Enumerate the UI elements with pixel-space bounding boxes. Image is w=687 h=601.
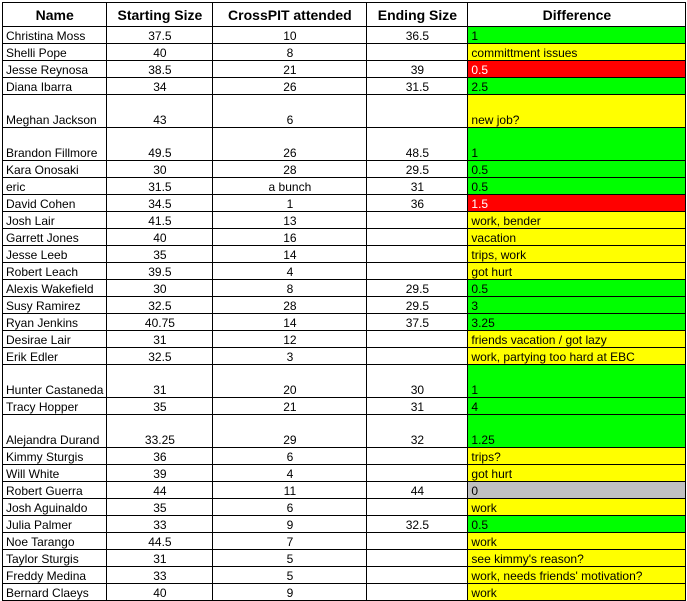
ending-size-cell: 48.5 [367, 128, 468, 161]
table-row [3, 550, 686, 567]
table-row [3, 314, 686, 331]
table-row [3, 61, 686, 78]
ending-size-cell [367, 465, 468, 482]
difference-cell: 4 [468, 398, 686, 415]
difference-cell: 0.5 [468, 161, 686, 178]
starting-size-cell: 30 [107, 161, 213, 178]
difference-cell: new job? [468, 95, 686, 128]
difference-cell: 1 [468, 365, 686, 398]
table-row [3, 95, 686, 128]
difference-cell: 0.5 [468, 61, 686, 78]
crosspit-attended-cell: 26 [213, 78, 367, 95]
starting-size-cell: 32.5 [107, 348, 213, 365]
crosspit-attended-cell: 21 [213, 398, 367, 415]
difference-cell: 1 [468, 128, 686, 161]
name-cell: Kara Onosaki [3, 161, 107, 178]
table-row [3, 567, 686, 584]
name-cell: Josh Lair [3, 212, 107, 229]
crosspit-attended-cell: 6 [213, 95, 367, 128]
table-row [3, 533, 686, 550]
table-row [3, 365, 686, 398]
ending-size-cell: 36 [367, 195, 468, 212]
difference-cell: see kimmy's reason? [468, 550, 686, 567]
difference-cell: got hurt [468, 465, 686, 482]
ending-size-cell [367, 567, 468, 584]
name-cell: Diana Ibarra [3, 78, 107, 95]
name-cell: Meghan Jackson [3, 95, 107, 128]
name-cell: Brandon Fillmore [3, 128, 107, 161]
crosspit-attended-cell: 26 [213, 128, 367, 161]
table-row [3, 348, 686, 365]
table-row [3, 499, 686, 516]
ending-size-cell [367, 584, 468, 601]
crosspit-attended-cell: 16 [213, 229, 367, 246]
starting-size-cell: 33 [107, 567, 213, 584]
difference-cell: 1.5 [468, 195, 686, 212]
difference-cell: 0.5 [468, 178, 686, 195]
table-row [3, 27, 686, 44]
table-row [3, 44, 686, 61]
crosspit-attended-cell: 28 [213, 297, 367, 314]
name-cell: Bernard Claeys [3, 584, 107, 601]
crosspit-attended-cell: 3 [213, 348, 367, 365]
table-row [3, 516, 686, 533]
name-cell: Kimmy Sturgis [3, 448, 107, 465]
starting-size-cell: 40 [107, 44, 213, 61]
starting-size-cell: 33 [107, 516, 213, 533]
crosspit-attended-cell: 20 [213, 365, 367, 398]
name-cell: Robert Guerra [3, 482, 107, 499]
name-cell: Christina Moss [3, 27, 107, 44]
starting-size-cell: 31 [107, 550, 213, 567]
difference-cell: 3 [468, 297, 686, 314]
crosspit-attended-cell: 6 [213, 499, 367, 516]
ending-size-cell [367, 348, 468, 365]
ending-size-cell: 29.5 [367, 297, 468, 314]
difference-cell: friends vacation / got lazy [468, 331, 686, 348]
table-row [3, 297, 686, 314]
starting-size-cell: 36 [107, 448, 213, 465]
crosspit-attended-cell: 8 [213, 280, 367, 297]
table-row [3, 78, 686, 95]
name-cell: Robert Leach [3, 263, 107, 280]
table-row [3, 331, 686, 348]
name-cell: David Cohen [3, 195, 107, 212]
crosspit-attended-cell: 4 [213, 263, 367, 280]
starting-size-cell: 40 [107, 229, 213, 246]
table-row [3, 448, 686, 465]
name-cell: Jesse Leeb [3, 246, 107, 263]
starting-size-cell: 40.75 [107, 314, 213, 331]
table-row [3, 128, 686, 161]
crosspit-attended-cell: 13 [213, 212, 367, 229]
ending-size-cell: 31 [367, 398, 468, 415]
name-cell: Ryan Jenkins [3, 314, 107, 331]
starting-size-cell: 38.5 [107, 61, 213, 78]
ending-size-cell [367, 229, 468, 246]
name-cell: Tracy Hopper [3, 398, 107, 415]
ending-size-cell [367, 246, 468, 263]
table-row [3, 465, 686, 482]
difference-cell: work [468, 499, 686, 516]
starting-size-cell: 40 [107, 584, 213, 601]
starting-size-column-header: Starting Size [107, 3, 213, 27]
name-column-header: Name [3, 3, 107, 27]
crosspit-attended-cell: 14 [213, 246, 367, 263]
difference-cell: 0.5 [468, 280, 686, 297]
starting-size-cell: 41.5 [107, 212, 213, 229]
difference-cell: 3.25 [468, 314, 686, 331]
starting-size-cell: 49.5 [107, 128, 213, 161]
name-cell: eric [3, 178, 107, 195]
starting-size-cell: 30 [107, 280, 213, 297]
table-body [3, 27, 686, 601]
ending-size-cell [367, 448, 468, 465]
difference-cell: work [468, 584, 686, 601]
name-cell: Jesse Reynosa [3, 61, 107, 78]
starting-size-cell: 39 [107, 465, 213, 482]
starting-size-cell: 33.25 [107, 415, 213, 448]
name-cell: Taylor Sturgis [3, 550, 107, 567]
name-cell: Susy Ramirez [3, 297, 107, 314]
table-row [3, 212, 686, 229]
ending-size-cell [367, 212, 468, 229]
starting-size-cell: 39.5 [107, 263, 213, 280]
starting-size-cell: 35 [107, 499, 213, 516]
table-row [3, 280, 686, 297]
ending-size-cell: 37.5 [367, 314, 468, 331]
crosspit-attended-cell: 5 [213, 550, 367, 567]
starting-size-cell: 31.5 [107, 178, 213, 195]
crosspit-attended-cell: 1 [213, 195, 367, 212]
name-cell: Josh Aguinaldo [3, 499, 107, 516]
ending-size-cell: 44 [367, 482, 468, 499]
crosspit-attended-cell: 28 [213, 161, 367, 178]
starting-size-cell: 35 [107, 398, 213, 415]
name-cell: Will White [3, 465, 107, 482]
crosspit-attended-cell: 6 [213, 448, 367, 465]
ending-size-cell [367, 550, 468, 567]
ending-size-cell: 29.5 [367, 161, 468, 178]
name-cell: Alexis Wakefield [3, 280, 107, 297]
ending-size-cell: 31 [367, 178, 468, 195]
table-row [3, 246, 686, 263]
table-row [3, 178, 686, 195]
crosspit-attended-cell: 9 [213, 584, 367, 601]
difference-cell: 0 [468, 482, 686, 499]
crosspit-attended-cell: 14 [213, 314, 367, 331]
starting-size-cell: 31 [107, 331, 213, 348]
starting-size-cell: 44.5 [107, 533, 213, 550]
ending-size-column-header: Ending Size [367, 3, 468, 27]
ending-size-cell: 36.5 [367, 27, 468, 44]
ending-size-cell [367, 44, 468, 61]
table-row [3, 482, 686, 499]
name-cell: Noe Tarango [3, 533, 107, 550]
name-cell: Hunter Castaneda [3, 365, 107, 398]
ending-size-cell [367, 331, 468, 348]
ending-size-cell [367, 95, 468, 128]
ending-size-cell [367, 263, 468, 280]
crosspit-attended-cell: 29 [213, 415, 367, 448]
difference-cell: 1.25 [468, 415, 686, 448]
starting-size-cell: 44 [107, 482, 213, 499]
table-row [3, 161, 686, 178]
table-row [3, 195, 686, 212]
table-row [3, 415, 686, 448]
ending-size-cell: 32.5 [367, 516, 468, 533]
crosspit-attended-cell: 5 [213, 567, 367, 584]
difference-cell: got hurt [468, 263, 686, 280]
starting-size-cell: 34.5 [107, 195, 213, 212]
crosspit-attended-column-header: CrossPIT attended [213, 3, 367, 27]
ending-size-cell [367, 533, 468, 550]
difference-cell: 0.5 [468, 516, 686, 533]
ending-size-cell: 29.5 [367, 280, 468, 297]
starting-size-cell: 37.5 [107, 27, 213, 44]
difference-cell: trips? [468, 448, 686, 465]
starting-size-cell: 34 [107, 78, 213, 95]
crosspit-attended-cell: 10 [213, 27, 367, 44]
difference-cell: trips, work [468, 246, 686, 263]
table-row [3, 584, 686, 601]
difference-cell: work, needs friends' motivation? [468, 567, 686, 584]
name-cell: Freddy Medina [3, 567, 107, 584]
table-row [3, 398, 686, 415]
crosspit-attended-cell: 11 [213, 482, 367, 499]
difference-cell: 2.5 [468, 78, 686, 95]
difference-cell: work [468, 533, 686, 550]
crosspit-attended-cell: 7 [213, 533, 367, 550]
starting-size-cell: 35 [107, 246, 213, 263]
name-cell: Garrett Jones [3, 229, 107, 246]
difference-cell: work, bender [468, 212, 686, 229]
difference-cell: committment issues [468, 44, 686, 61]
ending-size-cell: 32 [367, 415, 468, 448]
crosspit-attended-cell: 8 [213, 44, 367, 61]
ending-size-cell: 39 [367, 61, 468, 78]
crosspit-attended-cell: 4 [213, 465, 367, 482]
header-row [3, 3, 686, 27]
difference-cell: vacation [468, 229, 686, 246]
name-cell: Alejandra Durand [3, 415, 107, 448]
difference-column-header: Difference [468, 3, 686, 27]
crosspit-attended-cell: a bunch [213, 178, 367, 195]
crosspit-attended-cell: 12 [213, 331, 367, 348]
difference-cell: work, partying too hard at EBC [468, 348, 686, 365]
difference-cell: 1 [468, 27, 686, 44]
ending-size-cell: 31.5 [367, 78, 468, 95]
ending-size-cell: 30 [367, 365, 468, 398]
crosspit-attended-cell: 21 [213, 61, 367, 78]
crosspit-attended-cell: 9 [213, 516, 367, 533]
starting-size-cell: 43 [107, 95, 213, 128]
starting-size-cell: 32.5 [107, 297, 213, 314]
name-cell: Julia Palmer [3, 516, 107, 533]
results-table [2, 2, 686, 601]
name-cell: Erik Edler [3, 348, 107, 365]
name-cell: Desirae Lair [3, 331, 107, 348]
starting-size-cell: 31 [107, 365, 213, 398]
table-row [3, 263, 686, 280]
table-row [3, 229, 686, 246]
name-cell: Shelli Pope [3, 44, 107, 61]
ending-size-cell [367, 499, 468, 516]
